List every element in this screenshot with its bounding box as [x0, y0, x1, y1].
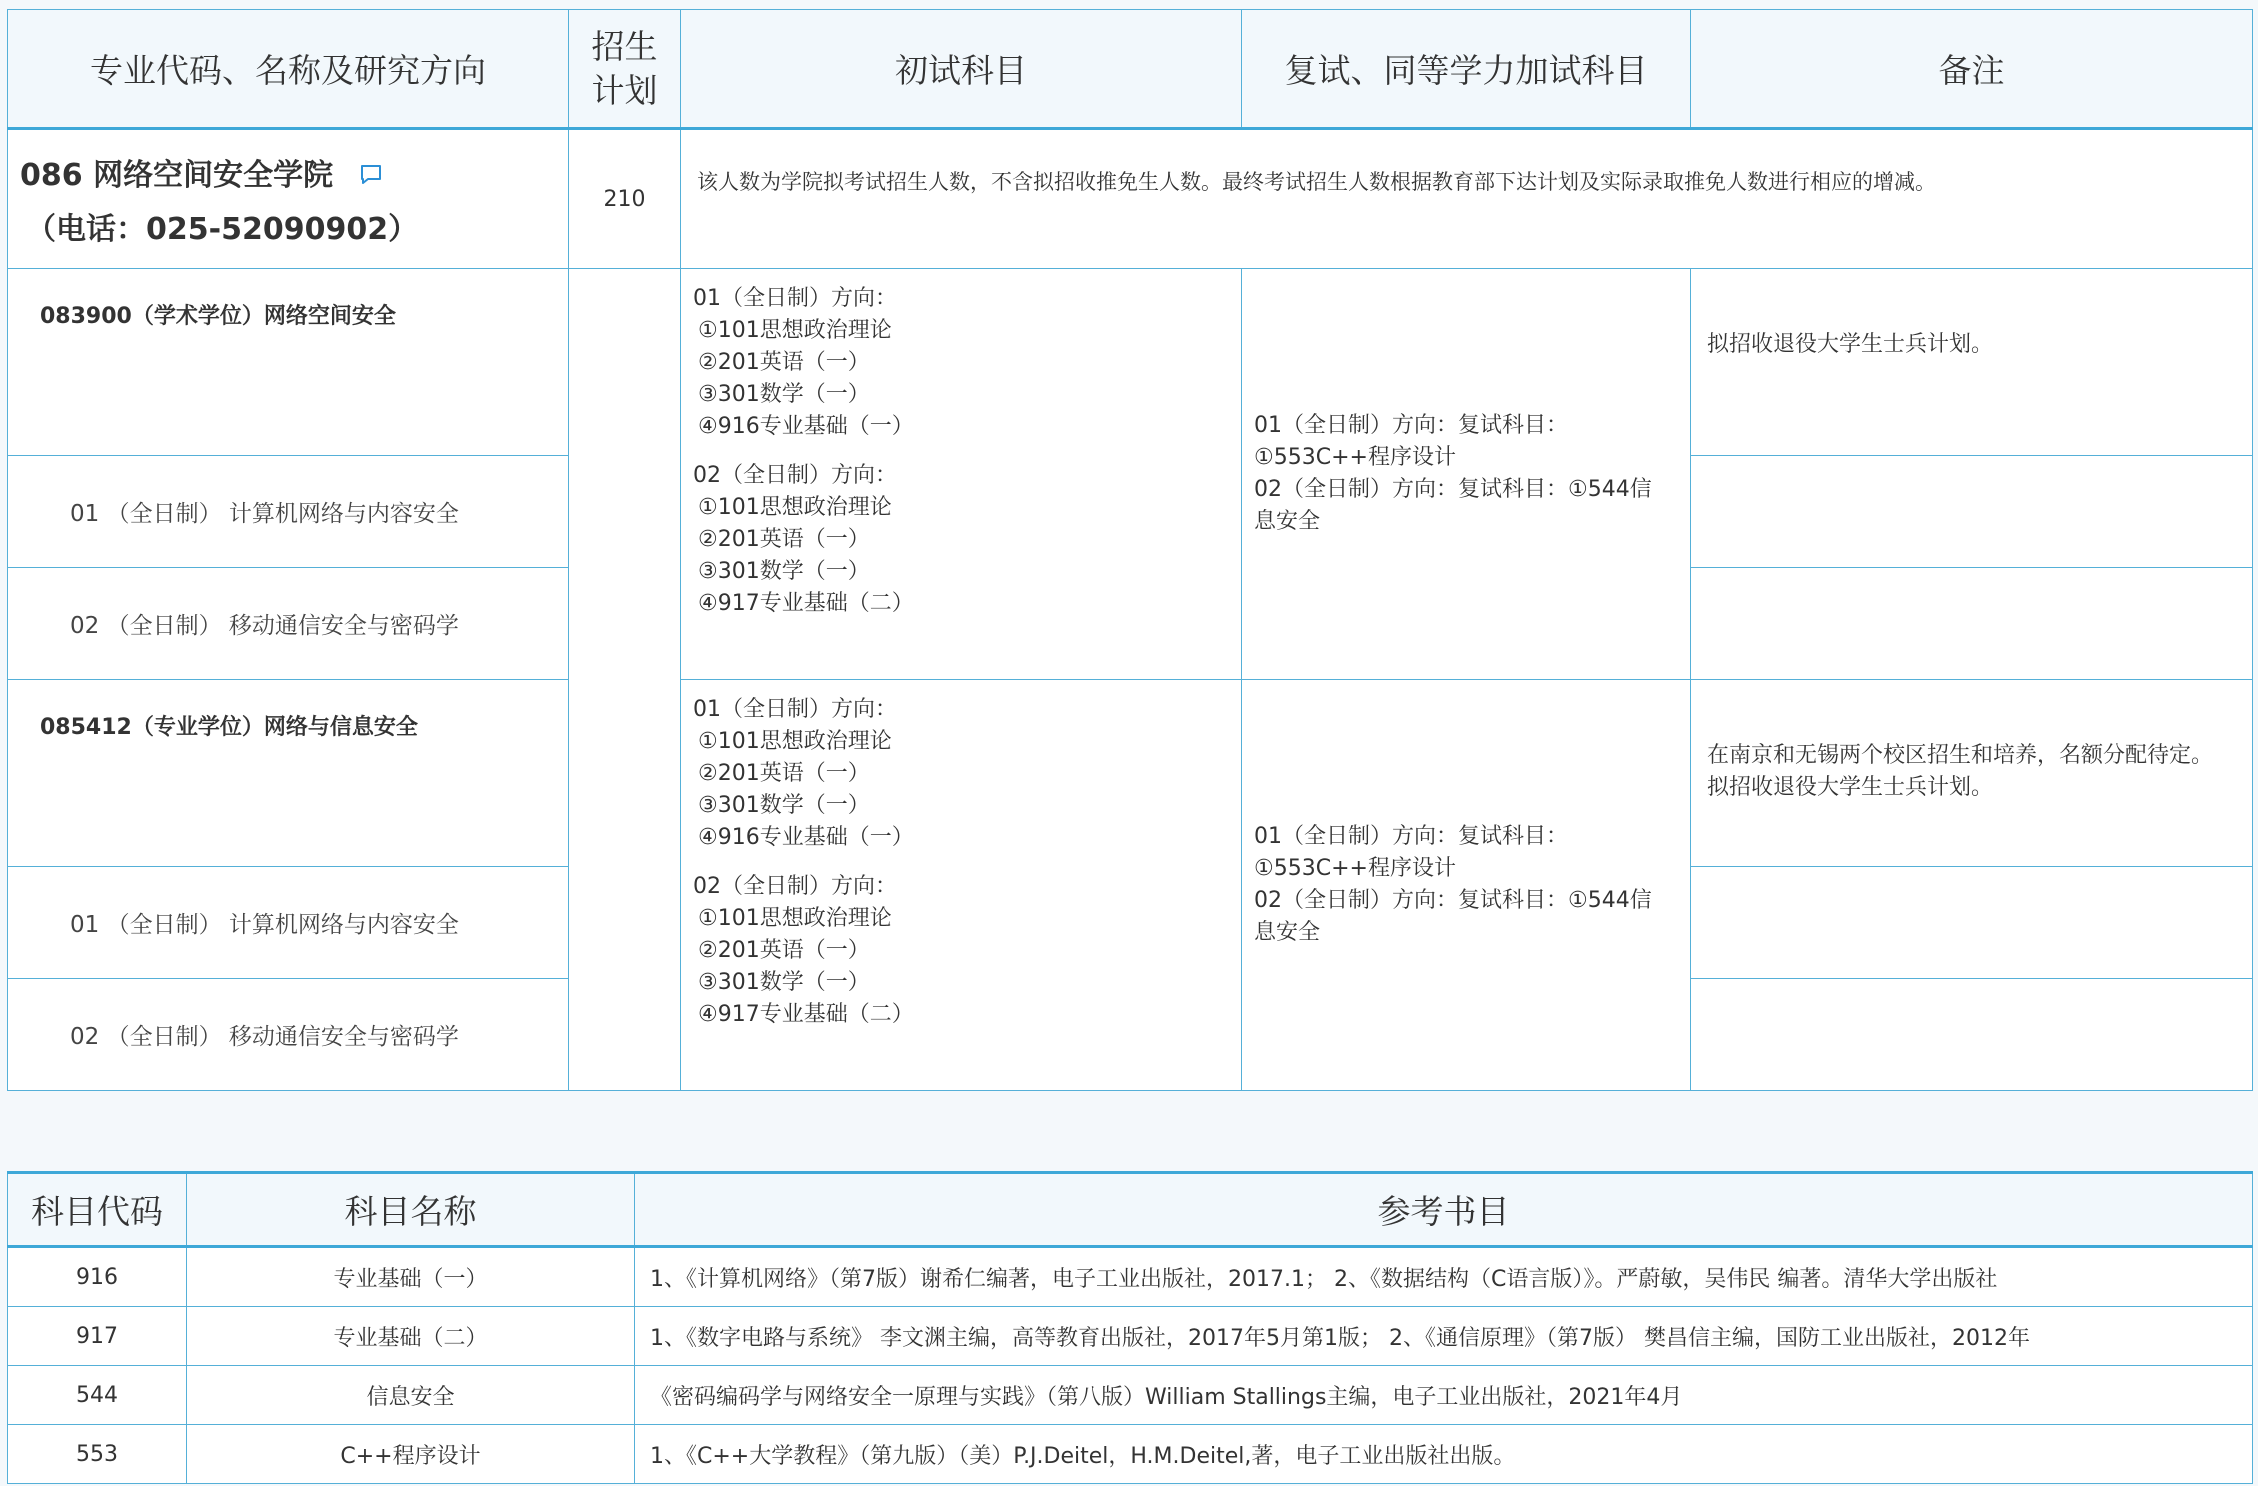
- subject-direction-head: 02（全日制）方向：: [693, 463, 897, 488]
- major-title: 085412（专业学位）网络与信息安全: [8, 680, 569, 867]
- subject-direction-head: 01（全日制）方向：: [693, 286, 897, 311]
- retest-line: 息安全: [1254, 920, 1321, 945]
- subject-code: 916: [8, 1247, 187, 1307]
- retest-subjects-cell: [1242, 680, 1691, 1091]
- college-note: 该人数为学院拟考试招生人数，不含拟招收推免生人数。最终考试招生人数根据教育部下达计划及实际录取推免人数进行相应的增减。: [681, 129, 2253, 269]
- research-direction: 01 （全日制） 计算机网络与内容安全: [8, 456, 569, 568]
- header-subject-code: 科目代码: [8, 1173, 187, 1247]
- subject-name: C++程序设计: [187, 1425, 635, 1484]
- subject-name: 专业基础（二）: [187, 1307, 635, 1366]
- research-direction: 02 （全日制） 移动通信安全与密码学: [8, 979, 569, 1091]
- subject-name: 信息安全: [187, 1366, 635, 1425]
- retest-subjects-cell: [1242, 269, 1691, 680]
- subject-item: ③301数学（一）: [698, 559, 870, 584]
- initial-subjects-cell: [681, 269, 1242, 680]
- retest-line: 02（全日制）方向：复试科目：①544信: [1254, 477, 1652, 502]
- remark-empty-cell: [1691, 979, 2253, 1091]
- initial-subjects-cell: [681, 680, 1242, 1091]
- header-initial-subjects: 初试科目: [681, 10, 1242, 129]
- subject-item: ③301数学（一）: [698, 382, 870, 407]
- reference-books: 《密码编码学与网络安全一原理与实践》（第八版）William Stallings主编，电子工业出版社，2021年4月: [635, 1366, 2253, 1425]
- reference-books-table: [7, 1171, 2253, 1484]
- college-cell: [8, 129, 569, 269]
- reference-books: 1、《计算机网络》（第7版）谢希仁编著，电子工业出版社，2017.1； 2、《数据结构（C语言版）》。严蔚敏，吴伟民 编著。清华大学出版社: [635, 1247, 2253, 1307]
- subject-item: ①101思想政治理论: [698, 906, 892, 931]
- header-retest-subjects: 复试、同等学力加试科目: [1242, 10, 1691, 129]
- header-plan: [569, 10, 681, 129]
- remark-cell: [1691, 269, 2253, 456]
- subject-item: ④917专业基础（二）: [698, 1002, 914, 1027]
- remark-cell: [1691, 680, 2253, 867]
- research-direction: 01 （全日制） 计算机网络与内容安全: [8, 867, 569, 979]
- plan-empty-cell: [569, 269, 681, 1091]
- retest-line: 息安全: [1254, 509, 1321, 534]
- retest-line: 01（全日制）方向：复试科目：: [1254, 824, 1568, 849]
- header-plan-line1: 招生: [591, 26, 658, 66]
- reference-books: 1、《数字电路与系统》 李文渊主编，高等教育出版社，2017年5月第1版； 2、《通信原理》（第7版） 樊昌信主编，国防工业出版社，2012年: [635, 1307, 2253, 1366]
- subject-item: ①101思想政治理论: [698, 495, 892, 520]
- subject-item: ①101思想政治理论: [698, 318, 892, 343]
- retest-line: ①553C++程序设计: [1254, 856, 1456, 881]
- subject-item: ④916专业基础（一）: [698, 414, 914, 439]
- college-phone: （电话：025-52090902）: [26, 212, 419, 247]
- subject-direction-head: 02（全日制）方向：: [693, 874, 897, 899]
- remark-empty-cell: [1691, 867, 2253, 979]
- subject-code: 917: [8, 1307, 187, 1366]
- table-row: [8, 1247, 2253, 1307]
- research-direction: 02 （全日制） 移动通信安全与密码学: [8, 568, 569, 680]
- subject-code: 553: [8, 1425, 187, 1484]
- subject-item: ①101思想政治理论: [698, 729, 892, 754]
- remark-line: 拟招收退役大学生士兵计划。: [1707, 332, 1994, 357]
- subject-item: ④917专业基础（二）: [698, 591, 914, 616]
- subject-name: 专业基础（一）: [187, 1247, 635, 1307]
- college-plan-count: 210: [569, 129, 681, 269]
- remark-empty-cell: [1691, 568, 2253, 680]
- retest-line: 02（全日制）方向：复试科目：①544信: [1254, 888, 1652, 913]
- subject-item: ④916专业基础（一）: [698, 825, 914, 850]
- header-subject-name: 科目名称: [187, 1173, 635, 1247]
- message-icon[interactable]: [359, 160, 383, 184]
- table-row: [8, 1425, 2253, 1484]
- remark-line: 拟招收退役大学生士兵计划。: [1707, 775, 1994, 800]
- subject-item: ②201英语（一）: [698, 350, 870, 375]
- retest-line: ①553C++程序设计: [1254, 445, 1456, 470]
- subject-item: ②201英语（一）: [698, 527, 870, 552]
- remark-empty-cell: [1691, 456, 2253, 568]
- subject-code: 544: [8, 1366, 187, 1425]
- subject-item: ③301数学（一）: [698, 793, 870, 818]
- subject-item: ③301数学（一）: [698, 970, 870, 995]
- subject-item: ②201英语（一）: [698, 761, 870, 786]
- remark-line: 在南京和无锡两个校区招生和培养，名额分配待定。: [1707, 743, 2214, 768]
- header-reference-books: 参考书目: [635, 1173, 2253, 1247]
- admission-plan-table: [7, 9, 2253, 1091]
- table-row: [8, 1307, 2253, 1366]
- reference-books: 1、《C++大学教程》（第九版）（美）P.J.Deitel，H.M.Deitel,著，电子工业出版社出版。: [635, 1425, 2253, 1484]
- header-remark: 备注: [1691, 10, 2253, 129]
- table-row: [8, 1366, 2253, 1425]
- header-plan-line2: 计划: [591, 70, 658, 110]
- header-major: 专业代码、名称及研究方向: [8, 10, 569, 129]
- subject-item: ②201英语（一）: [698, 938, 870, 963]
- major-title: 083900（学术学位）网络空间安全: [8, 269, 569, 456]
- retest-line: 01（全日制）方向：复试科目：: [1254, 413, 1568, 438]
- subject-direction-head: 01（全日制）方向：: [693, 697, 897, 722]
- college-name: 086 网络空间安全学院: [20, 158, 334, 193]
